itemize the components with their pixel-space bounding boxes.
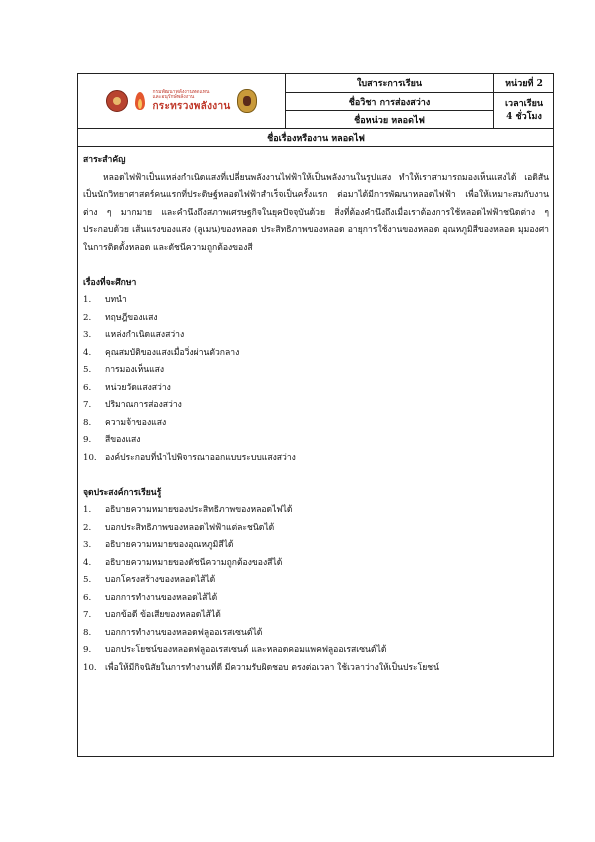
- emblem-icon: [237, 89, 257, 113]
- list-item: 2. บอกประสิทธิภาพของหลอดไฟฟ้าแต่ละชนิดได้: [83, 522, 275, 533]
- flame-logo-icon: [134, 90, 146, 112]
- unit-name: ชื่อหน่วย หลอดไฟ: [354, 115, 425, 126]
- list-item: 4. คุณสมบัติของแสงเมื่อวิ่งผ่านตัวกลาง: [83, 347, 240, 358]
- list-item: 1. บทนำ: [83, 295, 127, 305]
- list-item: 8. บอกการทำงานของหลอดฟลูออเรสเซนต์ได้: [83, 627, 263, 638]
- list-item: 3. อธิบายความหมายของอุณหภูมิสีได้: [83, 540, 234, 550]
- topic-title: ชื่อเรื่องหรืองาน หลอดไฟ: [267, 133, 365, 144]
- objectives-list: [83, 502, 549, 677]
- content-body: [83, 152, 549, 677]
- study-time: [494, 93, 554, 128]
- list-item: 5. การมองเห็นแสง: [83, 365, 165, 375]
- list-item: 2. ทฤษฎีของแสง: [83, 312, 158, 323]
- subject-name: ชื่อวิชา การส่องสว่าง: [348, 97, 431, 108]
- list-item: 9. บอกประโยชน์ของหลอดฟลูออเรสเซนต์ และหลอดคอมแพคฟลูออเรสเซนต์ได้: [83, 645, 387, 655]
- org-line2: และอนุรักษ์พลังงาน: [152, 94, 195, 101]
- logo-block: [78, 74, 285, 128]
- summary-paragraph: หลอดไฟฟ้าเป็นแหล่งกำเนิดแสงที่เปลี่ยนพลังงานไฟฟ้าให้เป็นพลังงานในรูปแสง ทำให้เราสามารถมองเห็นแสงได้ เอดิสัน เป็นนักวิทยาศาสตร์คนแรกที่ประดิษฐ์หลอดไฟฟ้าสำเร็จเป็นครั้งแรก ต่อมาได้มีการพัฒนาหลอดไฟฟ้า เพื่อให้เหมาะสมกับงานต่าง ๆ มากมาย และคำนึงถึงสภาพเศรษฐกิจในยุคปัจจุบันด้วย สิ่งที่ต้องคำนึงถึงเมื่อเราต้องการใช้หลอดไฟฟ้าชนิดต่าง ๆ ประกอบด้วย เส้นแรงของแสง (ลูเมน)ของหลอด ประสิทธิภาพของหลอด อายุการใช้งานของหลอด อุณหภูมิสีของหลอด มุมองศาในการติดตั้งหลอด และดัชนีความถูกต้องของสี: [83, 172, 549, 253]
- unit-label: หน่วยที่ 2: [505, 79, 543, 89]
- summary-heading: สาระสำคัญ: [83, 155, 126, 165]
- time-label: เวลาเรียน: [504, 98, 544, 109]
- org-name-block: [152, 90, 230, 113]
- sheet-type: ใบสาระการเรียน: [357, 79, 422, 89]
- topics-list: [83, 292, 549, 467]
- list-item: 7. บอกข้อดี ข้อเสียของหลอดไส้ได้: [83, 610, 221, 620]
- list-item: 10. เพื่อให้มีกิจนิสัยในการทำงานที่ดี มีความรับผิดชอบ ตรงต่อเวลา ใช้เวลาว่างให้เป็นประโยชน์: [83, 662, 439, 673]
- list-item: 9. สีของแสง: [83, 435, 141, 445]
- list-item: 10. องค์ประกอบที่นำไปพิจารณาออกแบบระบบแสงสว่าง: [83, 452, 296, 463]
- header-table: [78, 74, 553, 147]
- ministry-seal-icon: [106, 90, 128, 112]
- list-item: 6. หน่วยวัดแสงสว่าง: [83, 382, 171, 393]
- list-item: 6. บอกการทำงานของหลอดไส้ได้: [83, 592, 218, 603]
- objectives-heading: จุดประสงค์การเรียนรู้: [83, 487, 162, 498]
- list-item: 1. อธิบายความหมายของประสิทธิภาพของหลอดไฟได้: [83, 505, 293, 515]
- document-frame: [77, 73, 554, 757]
- topics-heading: เรื่องที่จะศึกษา: [83, 277, 137, 288]
- list-item: 8. ความจ้าของแสง: [83, 417, 167, 428]
- list-item: 3. แหล่งกำเนิดแสงสว่าง: [83, 330, 185, 340]
- org-name: กระทรวงพลังงาน: [152, 101, 231, 112]
- time-value: 4 ชั่วโมง: [506, 111, 542, 122]
- list-item: 5. บอกโครงสร้างของหลอดไส้ได้: [83, 575, 216, 585]
- list-item: 7. ปริมาณการส่องสว่าง: [83, 400, 182, 410]
- org-line1: กรมพัฒนาพลังงานทดแทน: [152, 88, 210, 95]
- list-item: 4. อธิบายความหมายของดัชนีความถูกต้องของสีได้: [83, 557, 283, 568]
